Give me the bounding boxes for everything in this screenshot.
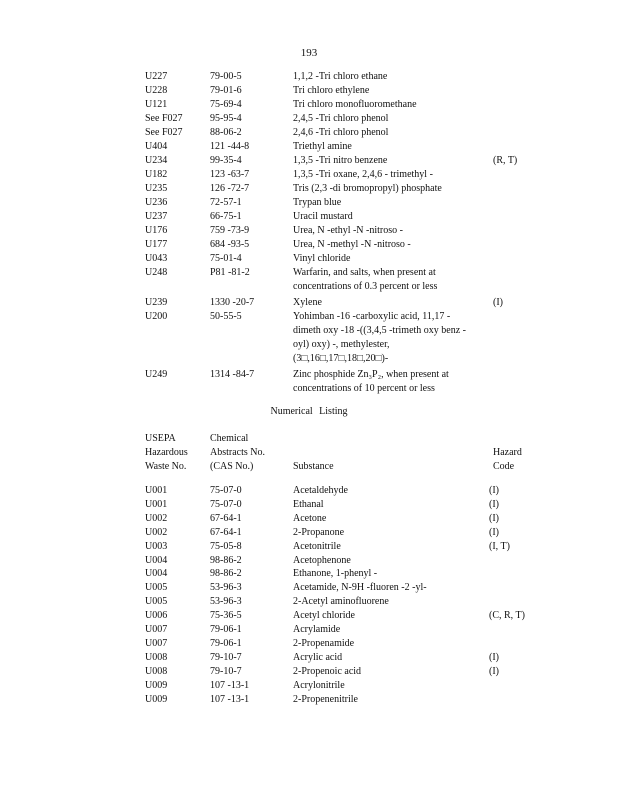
table-row [0,583,618,596]
waste-code: U043 [145,253,168,264]
waste-code: U227 [145,71,168,82]
table-row [0,486,618,499]
substance-line: Urea, N -methyl -N -nitroso - [293,239,411,250]
substance-line: oyl) oxy) -, methylester, [293,339,390,350]
page-number: 193 [300,47,318,59]
waste-code: U177 [145,239,168,250]
substance [293,254,350,268]
table-row [0,156,618,169]
hazard-code: (I) [489,651,499,663]
waste-code: U009 [145,693,168,705]
waste-code: U239 [145,297,168,308]
waste-code: U121 [145,99,168,110]
table-row [0,639,618,652]
header-usepa-line: Hazardous [145,447,188,458]
substance: Acetamide, N-9H -fluoren -2 -yl- [293,582,427,594]
waste-code: U248 [145,267,168,278]
cas-number: 75-07-0 [210,485,242,496]
table-row [0,311,618,364]
hazard-code: (I) [489,665,499,677]
cas-number: 79-06-1 [210,624,242,635]
cas-number: 79-01-6 [210,85,242,96]
waste-code: U228 [145,85,168,96]
table-row [0,170,618,183]
cas-number: 72-57-1 [210,197,242,208]
table-row [0,254,618,267]
substance [293,198,341,212]
waste-code: U008 [145,651,168,663]
substance [293,114,388,128]
cas-number: 75-36-5 [210,610,242,622]
cas-number: 53-96-3 [210,596,242,608]
table-row [0,226,618,239]
substance: 2-Propanone [293,526,345,538]
waste-code: U176 [145,225,168,236]
cas-number: 75-69-4 [210,99,242,110]
table-row [0,114,618,127]
substance-line: Warfarin, and salts, when present at [293,267,436,278]
table-row [0,198,618,211]
table-row [0,142,618,155]
cas-number: 79-06-1 [210,637,242,649]
waste-code: U002 [145,512,168,524]
substance: Acrylonitrile [293,679,345,691]
substance: 2-Propenenitrile [293,693,358,705]
header-usepa [145,434,188,472]
substance-line: Yohimban -16 -carboxylic acid, 11,17 - [293,311,451,322]
substance: 2-Propenamide [293,637,355,649]
substance: 2-Acetyl aminofluorene [293,596,389,608]
substance: Ethanal [293,498,324,510]
substance: Acetophenone [293,554,351,566]
substance [293,298,322,312]
cas-number: 126 -72-7 [210,183,250,194]
table-row [0,86,618,99]
table-row [0,369,618,394]
waste-code: U404 [145,141,168,152]
waste-code: U008 [145,665,168,677]
substance-line: 2,4,5 -Tri chloro phenol [293,113,389,124]
waste-code: U004 [145,568,168,580]
hazard-code: (I, T) [489,540,510,552]
substance: Acrylic acid [293,651,343,663]
substance: Acetone [293,512,327,524]
cas-number: 66-75-1 [210,211,242,222]
table-row [0,695,618,708]
cas-number: 684 -93-5 [210,239,250,250]
table-row [0,72,618,85]
substance [293,312,466,368]
cas-number: P81 -81-2 [210,267,250,278]
substance-line: 2,4,6 -Tri chloro phenol [293,127,389,138]
cas-number: 107 -13-1 [210,679,250,691]
waste-code: U236 [145,197,168,208]
cas-number: 759 -73-9 [210,225,250,236]
substance [293,142,352,156]
waste-code: U007 [145,624,168,635]
waste-code: U002 [145,526,168,538]
table-row [0,569,618,582]
waste-code: U200 [145,311,168,322]
substance-line: Tri chloro monofluoromethane [293,99,417,110]
substance-line: Tri chloro ethylene [293,85,370,96]
cas-number: 123 -63-7 [210,169,250,180]
waste-code: See F027 [145,113,183,124]
table-row [0,556,618,569]
table-row [0,298,618,311]
waste-code: U001 [145,485,168,496]
waste-code: U005 [145,596,168,608]
table-row [0,500,618,513]
substance: Acetonitrile [293,540,341,552]
table-row [0,240,618,253]
hazard-code: (R, T) [493,155,518,166]
substance-line: concentrations of 10 percent or less [293,383,435,394]
waste-code: U182 [145,169,168,180]
cas-number: 67-64-1 [210,512,242,524]
cas-number: 79-00-5 [210,71,242,82]
cas-number: 75-07-0 [210,498,242,510]
table-row [0,625,618,638]
waste-code: See F027 [145,127,183,138]
table-row [0,100,618,113]
substance: Ethanone, 1-phenyl - [293,568,378,580]
substance: Acetyl chloride [293,610,355,622]
waste-code: U234 [145,155,168,166]
cas-number: 53-96-3 [210,582,242,594]
waste-code: U003 [145,540,168,552]
hazard-code: (I) [489,512,499,524]
substance [293,156,387,170]
table-row [0,267,618,292]
table-row [0,597,618,610]
substance-line: concentrations of 0.3 percent or less [293,281,438,292]
table-row [0,611,618,624]
hazard-code: (I) [493,297,503,308]
substance-line: dimeth oxy -18 -((3,4,5 -trimeth oxy benz - [293,325,467,336]
substance-line: 1,1,2 -Tri chloro ethane [293,71,388,82]
substance-line: (3□,16□,17□,18□,20□)- [293,353,389,364]
waste-code: U009 [145,679,168,691]
header-cas-line: Chemical [210,433,249,444]
cas-number: 79-10-7 [210,651,242,663]
header-hazard [493,448,522,472]
section-title: Numerical Listing [270,406,348,417]
header-usepa-line: USEPA [145,433,176,444]
substance [293,268,437,296]
substance: Acetaldehyde [293,485,348,496]
waste-code: U007 [145,637,168,649]
hazard-code: (I) [489,526,499,538]
cas-number: 107 -13-1 [210,693,250,705]
substance-line: Triethyl amine [293,141,352,152]
table-row [0,653,618,666]
substance [293,170,433,184]
substance [293,226,403,240]
table-row [0,542,618,555]
table-row [0,667,618,680]
cas-number: 1314 -84-7 [210,369,255,380]
substance [293,184,442,198]
waste-code: U235 [145,183,168,194]
substance-line: Xylene [293,297,322,308]
header-cas-line: Abstracts No. [210,447,265,458]
cas-number: 88-06-2 [210,127,242,138]
cas-number: 75-05-8 [210,540,242,552]
cas-number: 1330 -20-7 [210,297,255,308]
header-hazard-line: Code [493,461,515,472]
hazard-code: (I) [489,498,499,510]
substance-line: Tris (2,3 -di bromopropyl) phosphate [293,183,442,194]
table-row [0,528,618,541]
waste-code: U001 [145,498,168,510]
substance-line: Uracil mustard [293,211,353,222]
substance [293,240,411,254]
cas-number: 50-55-5 [210,311,242,322]
table-row [0,212,618,225]
substance [293,212,353,226]
waste-code: U249 [145,369,168,380]
substance [293,72,387,86]
table-row [0,184,618,197]
cas-number: 98-86-2 [210,554,242,566]
table-row [0,681,618,694]
header-cas-line: (CAS No.) [210,461,254,472]
substance-line: Urea, N -ethyl -N -nitroso - [293,225,403,236]
header-hazard-line: Hazard [493,447,522,458]
cas-number: 75-01-4 [210,253,242,264]
cas-number: 99-35-4 [210,155,242,166]
hazard-code: (C, R, T) [489,610,525,622]
substance [293,370,449,398]
substance [293,100,417,114]
waste-code: U004 [145,554,168,566]
waste-code: U005 [145,582,168,594]
substance [293,128,388,142]
substance-line: 1,3,5 -Tri oxane, 2,4,6 - trimethyl - [293,169,433,180]
substance: 2-Propenoic acid [293,665,362,677]
cas-number: 67-64-1 [210,526,242,538]
table-row [0,514,618,527]
waste-code: U237 [145,211,168,222]
header-cas [210,434,265,472]
substance-line: 1,3,5 -Tri nitro benzene [293,155,388,166]
header-usepa-line: Waste No. [145,461,187,472]
table-row [0,128,618,141]
cas-number: 98-86-2 [210,568,242,580]
substance: Acrylamide [293,624,341,635]
header-substance: Substance [293,461,334,472]
waste-code: U006 [145,610,168,622]
cas-number: 79-10-7 [210,665,242,677]
substance [293,86,369,100]
hazard-code: (I) [489,485,499,496]
cas-number: 121 -44-8 [210,141,250,152]
cas-number: 95-95-4 [210,113,242,124]
substance-line: Zinc phosphide Zn₃P₂, when present at [293,369,449,380]
substance-line: Vinyl chloride [293,253,351,264]
substance-line: Trypan blue [293,197,342,208]
